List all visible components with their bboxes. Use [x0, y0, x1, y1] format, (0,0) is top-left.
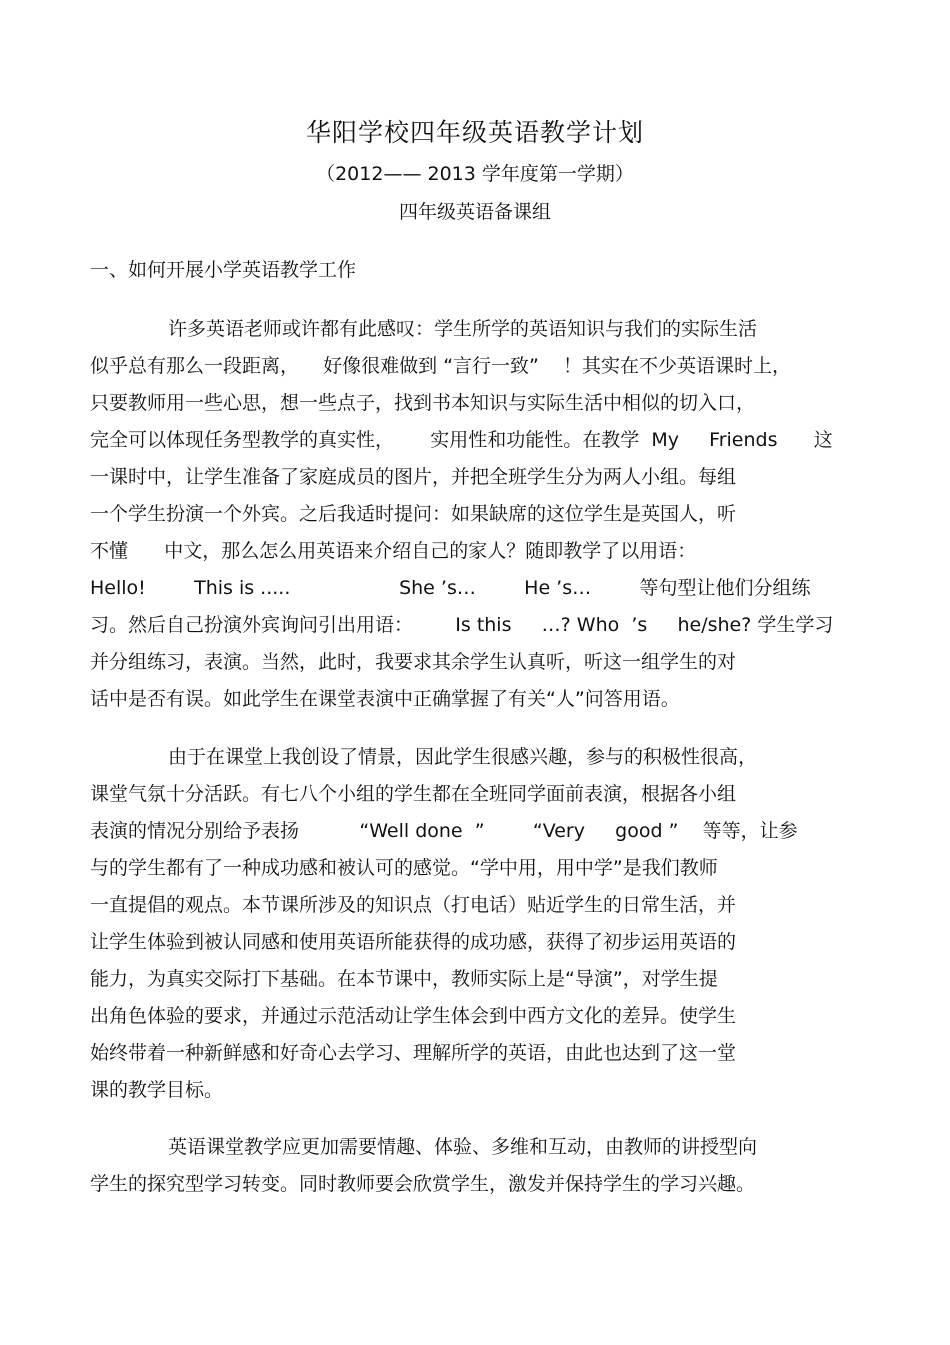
- paragraph-line: 课堂气氛十分活跃。有七八个小组的学生都在全班同学面前表演，根据各小组: [90, 783, 737, 805]
- paragraph-line: 由于在课堂上我创设了情景，因此学生很感兴趣，参与的积极性很高，: [168, 746, 758, 768]
- author-group: 四年级英语备课组: [398, 201, 551, 223]
- document-title: 华阳学校四年级英语教学计划: [305, 118, 644, 147]
- paragraph-line: 完全可以体现任务型教学的真实性， 实用性和功能性。在教学 My Friends 这: [90, 429, 833, 451]
- paragraph-line: 不懂 中文，那么怎么用英语来介绍自己的家人？随即教学了以用语：: [90, 540, 697, 562]
- paragraph-line: 一直提倡的观点。本节课所涉及的知识点（打电话）贴近学生的日常生活，并: [90, 894, 737, 916]
- paragraph-line: 能力，为真实交际打下基础。在本节课中，教师实际上是“导演”，对学生提: [90, 968, 718, 990]
- section-heading: 一、如何开展小学英语教学工作: [90, 259, 357, 281]
- document-subtitle: （2012—— 2013 学年度第一学期）: [316, 163, 634, 185]
- paragraph-line: 话中是否有误。如此学生在课堂表演中正确掌握了有关“人”问答用语。: [90, 688, 680, 710]
- paragraph-line: 一课时中，让学生准备了家庭成员的图片，并把全班学生分为两人小组。每组: [90, 466, 737, 488]
- paragraph-line: 并分组练习，表演。当然，此时，我要求其余学生认真听，听这一组学生的对: [90, 651, 737, 673]
- paragraph-line: 习。然后自己扮演外宾询问引出用语： Is this …? Who ’s he/she? 学生学习: [90, 614, 834, 636]
- paragraph-line: 学生的探究型学习转变。同时教师要会欣赏学生，激发并保持学生的学习兴趣。: [90, 1173, 756, 1195]
- paragraph-line: 与的学生都有了一种成功感和被认可的感觉。“学中用，用中学”是我们教师: [90, 857, 718, 879]
- paragraph-line: 让学生体验到被认同感和使用英语所能获得的成功感，获得了初步运用英语的: [90, 931, 737, 953]
- paragraph-line: 出角色体验的要求，并通过示范活动让学生体会到中西方文化的差异。使学生: [90, 1005, 737, 1027]
- paragraph-line: 英语课堂教学应更加需要情趣、体验、多维和互动，由教师的讲授型向: [168, 1136, 758, 1158]
- paragraph-line: 只要教师用一些心思，想一些点子，找到书本知识与实际生活中相似的切入口，: [90, 392, 756, 414]
- paragraph-line: 许多英语老师或许都有此感叹：学生所学的英语知识与我们的实际生活: [168, 318, 758, 340]
- paragraph-line: 似乎总有那么一段距离， 好像很难做到 “言行一致” ！其实在不少英语课时上，: [90, 355, 792, 377]
- paragraph-line: 课的教学目标。: [90, 1079, 224, 1101]
- paragraph-line: Hello! This is ..... She ’s… He ’s… 等句型让他们分组练: [90, 577, 811, 599]
- paragraph-line: 一个学生扮演一个外宾。之后我适时提问：如果缺席的这位学生是英国人，听: [90, 503, 737, 525]
- paragraph-line: 表演的情况分别给予表扬 “Well done ” “Very good ” 等等，让参: [90, 820, 798, 842]
- paragraph-line: 始终带着一种新鲜感和好奇心去学习、理解所学的英语，由此也达到了这一堂: [90, 1042, 737, 1064]
